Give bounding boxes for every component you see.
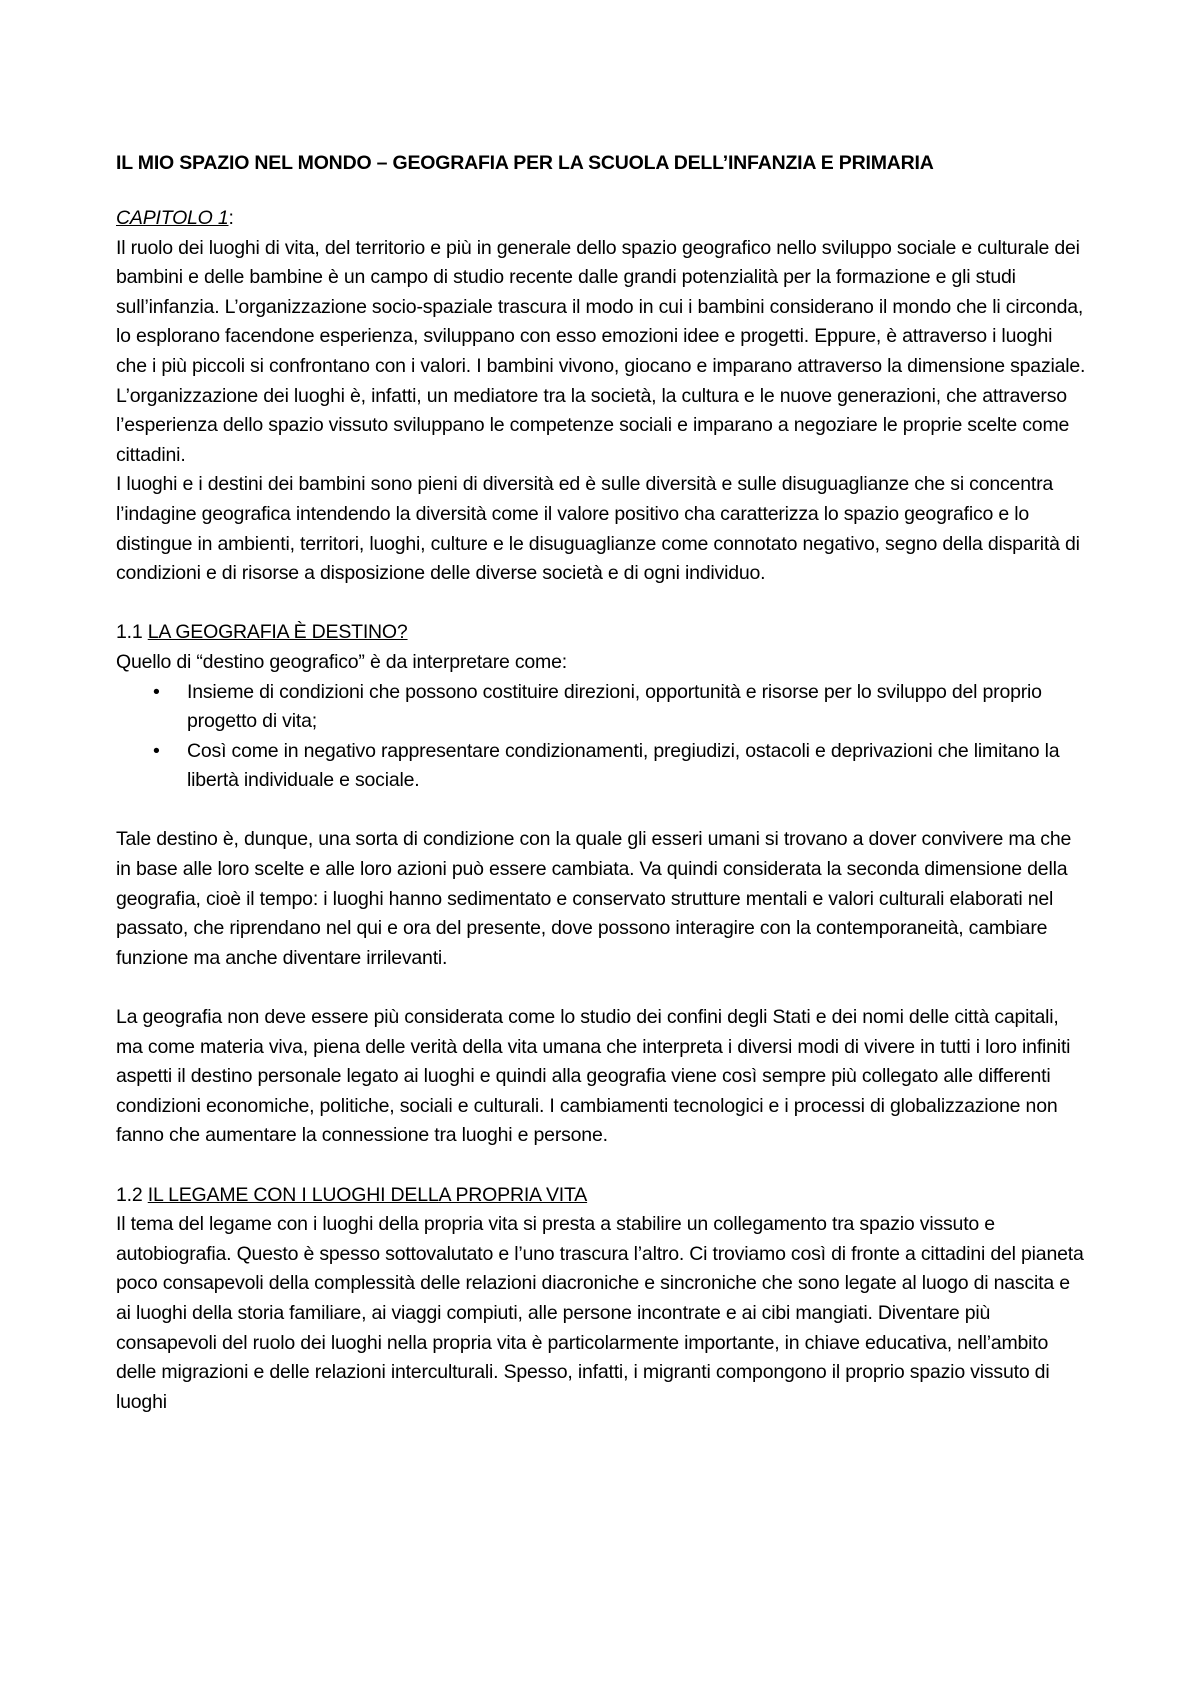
list-item-text: Così come in negativo rappresentare condizionamenti, pregiudizi, ostacoli e deprivazioni che limitano la libertà individuale e sociale. <box>187 739 1060 792</box>
section-1-heading <box>116 618 1088 648</box>
document-page <box>116 148 1088 1417</box>
list-item <box>153 678 1088 737</box>
spacer <box>116 589 1088 619</box>
chapter-label: CAPITOLO 1 <box>116 207 229 229</box>
chapter-label-suffix: : <box>228 207 234 229</box>
bullet-icon: • <box>153 680 160 703</box>
section-2-title: IL LEGAME CON I LUOGHI DELLA PROPRIA VITA <box>147 1183 588 1206</box>
section-1-paragraph-2: La geografia non deve essere più considerata come lo studio dei confini degli Stati e dei nomi delle città capitali, ma come materia viva, piena delle verità della vita umana che interpreta i diversi modi di vivere in tutti i loro infiniti aspetti il destino personale legato ai luoghi e quindi alla geografia viene così sempre più collegato alle differenti condizioni economiche, politiche, sociali e culturali. I cambiamenti tecnologici e i processi di globalizzazione non fanno che aumentare la connessione tra luoghi e persone. <box>116 1006 1071 1147</box>
spacer <box>116 973 1088 1003</box>
chapter-paragraph-1: Il ruolo dei luoghi di vita, del territorio e più in generale dello spazio geografico nello sviluppo sociale e culturale dei bambini e delle bambine è un campo di studio recente dalle grandi potenzialità per la formazione e gli studi sull’infanzia. L’organizzazione socio-spaziale trascura il modo in cui i bambini considerano il mondo che li circonda, lo esplorano facendone esperienza, sviluppano con esso emozioni idee e progetti. Eppure, è attraverso i luoghi che i più piccoli si confrontano con i valori. I bambini vivono, giocano e imparano attraverso la dimensione spaziale. L’organizzazione dei luoghi è, infatti, un mediatore tra la società, la cultura e le nuove generazioni, che attraverso l’esperienza dello spazio vissuto sviluppano le competenze sociali e imparano a negoziare le proprie scelte come cittadini. <box>116 236 1086 466</box>
section-1-intro: Quello di “destino geografico” è da interpretare come: <box>116 650 567 673</box>
list-item <box>153 737 1088 796</box>
list-item-text: Insieme di condizioni che possono costituire direzioni, opportunità e risorse per lo sviluppo del proprio progetto di vita; <box>187 680 1042 733</box>
section-2-heading <box>116 1181 1088 1211</box>
section-1-number: 1.1 <box>116 621 148 644</box>
bullet-list <box>116 678 1088 796</box>
section-1-paragraph-1: Tale destino è, dunque, una sorta di condizione con la quale gli esseri umani si trovano a dover convivere ma che in base alle loro scelte e alle loro azioni può essere cambiata. Va quindi considerata la seconda dimensione della geografia, cioè il tempo: i luoghi hanno sedimentato e conservato strutture mentali e valori culturali elaborati nel passato, che riprendano nel qui e ora del presente, dove possono interagire con la contemporaneità, cambiare funzione ma anche diventare irrilevanti. <box>116 828 1072 969</box>
section-2-paragraph: Il tema del legame con i luoghi della propria vita si presta a stabilire un collegamento tra spazio vissuto e autobiografia. Questo è spesso sottovalutato e l’uno trascura l’altro. Ci troviamo così di fronte a cittadini del pianeta poco consapevoli della complessità delle relazioni diacroniche e sincroniche che sono legate al luogo di nascita e ai luoghi della storia familiare, ai viaggi compiuti, alle persone incontrate e ai cibi mangiati. Diventare più consapevoli del ruolo dei luoghi nella propria vita è particolarmente importante, in chiave educativa, nell’ambito delle migrazioni e delle relazioni interculturali. Spesso, infatti, i migranti compongono il proprio spazio vissuto di luoghi <box>116 1213 1084 1413</box>
bullet-icon: • <box>153 739 160 762</box>
spacer <box>116 1151 1088 1181</box>
chapter-heading <box>116 204 1088 234</box>
document-title: IL MIO SPAZIO NEL MONDO – GEOGRAFIA PER LA SCUOLA DELL’INFANZIA E PRIMARIA <box>116 152 934 174</box>
section-1-title: LA GEOGRAFIA È DESTINO? <box>147 621 408 644</box>
section-2-number: 1.2 <box>116 1183 148 1206</box>
spacer <box>116 796 1088 826</box>
chapter-paragraph-2: I luoghi e i destini dei bambini sono pieni di diversità ed è sulle diversità e sulle disuguaglianze che si concentra l’indagine geografica intendendo la diversità come il valore positivo cha caratterizza lo spazio geografico e lo distingue in ambienti, territori, luoghi, culture e le disuguaglianze come connotato negativo, segno della disparità di condizioni e di risorse a disposizione delle diverse società e di ogni individuo. <box>116 473 1080 585</box>
